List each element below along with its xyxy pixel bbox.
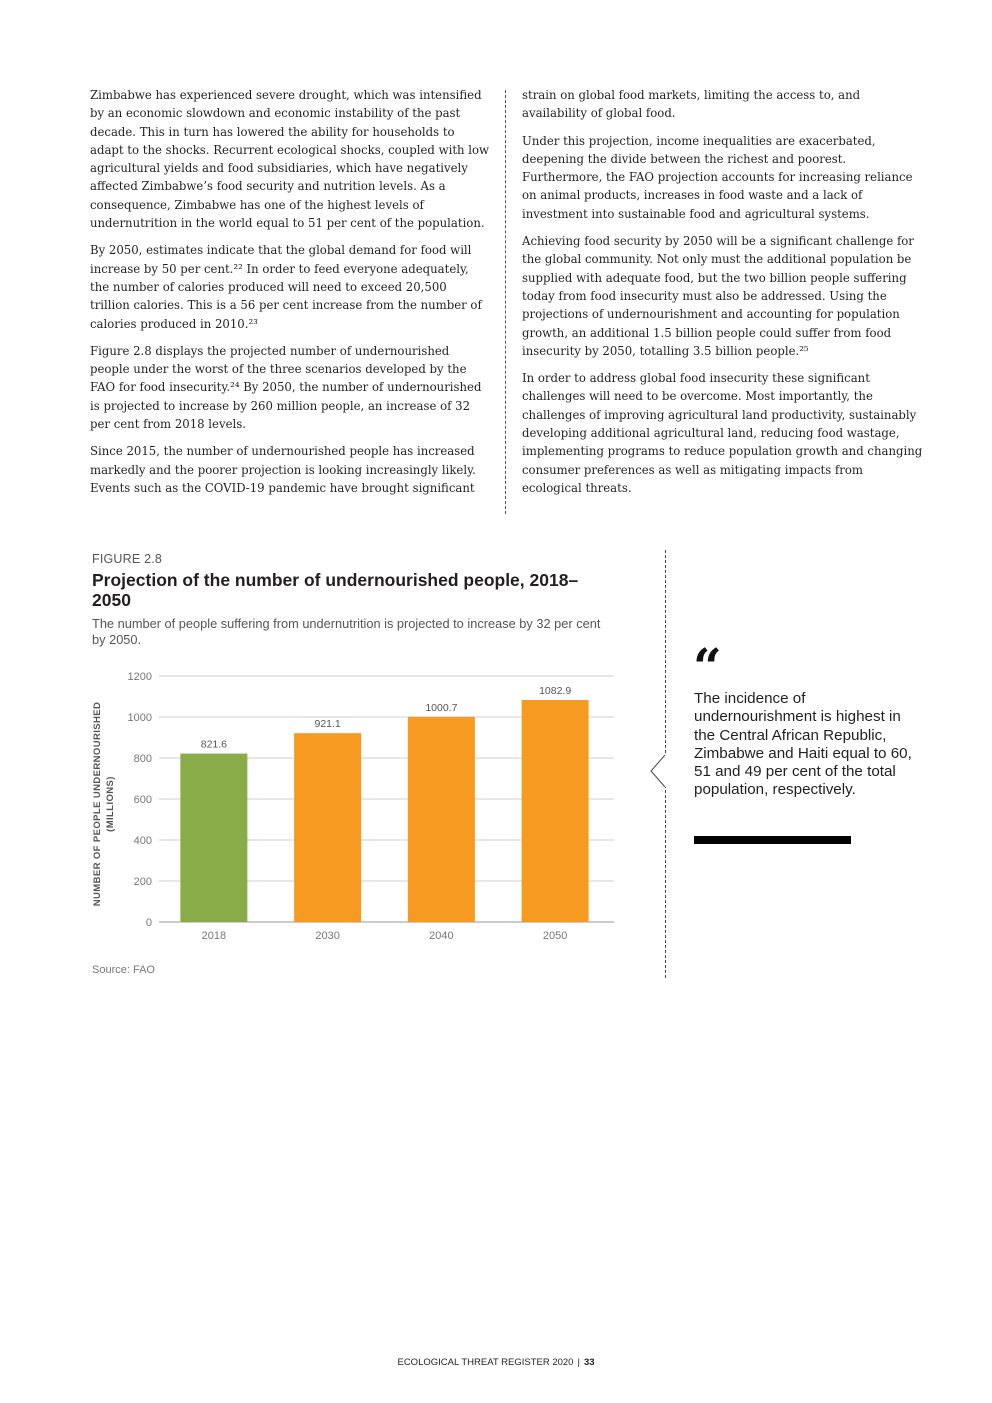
page-footer <box>0 1357 992 1368</box>
page-number: 33 <box>583 1357 595 1368</box>
paragraph: Under this projection, income inequalities are exacerbated, deepening the divide between the richest and poorest. Furthermore, the FAO projection accounts for increasing reliance on animal products, increases in food waste and a lack of investment into sustainable food and agricultural systems. <box>522 133 913 221</box>
bar-chart <box>86 662 626 952</box>
quote-pointer <box>650 755 667 787</box>
data-label: 921.1 <box>314 718 341 731</box>
paragraph: Achieving food security by 2050 will be a significant challenge for the global community. Not only must the additional population be supplied with adequate food, but the two billion people suffering today from food insecurity must also be addressed. Using the projections of undernourishment and accounting for population growth, an additional 1.5 billion people could suffer from food insecurity by 2050, totalling 3.5 billion people.²⁵ <box>522 234 914 358</box>
x-tick-label: 2018 <box>201 930 227 942</box>
data-label: 1082.9 <box>539 685 572 698</box>
figure-label: FIGURE 2.8 <box>92 552 163 566</box>
bar-2018 <box>180 754 247 922</box>
quote-underline-bar <box>694 836 851 844</box>
figure-subtitle: The number of people suffering from undernutrition is projected to increase by 32 per cent by 2050. <box>92 616 601 647</box>
paragraph: In order to address global food insecurity these significant challenges will need to be overcome. Most importantly, the challenges of improving agricultural land productivity, sustainably developing additional agricultural land, reducing food wastage, implementing programs to reduce population growth and changing consumer preferences as well as mitigating impacts from ecological threats. <box>522 371 923 495</box>
y-tick-label: 1200 <box>127 671 152 683</box>
pull-quote: The incidence of undernourishment is highest in the Central African Republic, Zimbabwe and Haiti equal to 60, 51 and 49 per cent of the total population, respectively. <box>694 690 912 799</box>
y-tick-label: 600 <box>133 794 152 806</box>
data-label: 1000.7 <box>425 701 458 714</box>
bar-2030 <box>294 733 361 922</box>
x-tick-label: 2040 <box>429 930 454 942</box>
figure-title: Projection of the number of undernourished people, 2018–2050 <box>92 570 579 610</box>
paragraph: Since 2015, the number of undernourished people has increased markedly and the poorer projection is looking increasingly likely. Events such as the COVID-19 pandemic have brought significant <box>90 444 476 495</box>
figure-source: Source: FAO <box>92 964 155 976</box>
x-tick-label: 2050 <box>542 930 568 942</box>
data-label: 821.6 <box>200 738 228 751</box>
bar-2040 <box>408 717 475 922</box>
paragraph: Figure 2.8 displays the projected number of undernourished people under the worst of the three scenarios developed by the FAO for food insecurity.²⁴ By 2050, the number of undernourished is projected to increase by 260 million people, an increase of 32 per cent from 2018 levels. <box>90 343 482 432</box>
y-tick-label: 400 <box>133 835 152 847</box>
column-divider <box>505 90 506 514</box>
y-tick-label: 1000 <box>127 712 152 724</box>
left-text-column <box>90 86 490 506</box>
y-axis-title: NUMBER OF PEOPLE UNDERNOURISHED <box>92 701 103 907</box>
publication-title: ECOLOGICAL THREAT REGISTER 2020 <box>397 1357 574 1368</box>
paragraph: Zimbabwe has experienced severe drought, which was intensified by an economic slowdown and economic instability of the past decade. This in turn has lowered the ability for households to adapt to the shocks. Recurrent ecological shocks, coupled with low agricultural yields and food subsidiaries, which have negatively affected Zimbabwe’s food security and nutrition levels. As a consequence, Zimbabwe has one of the highest levels of undernutrition in the world equal to 51 per cent of the population. <box>90 88 490 231</box>
y-tick-label: 800 <box>133 753 152 765</box>
y-tick-label: 200 <box>133 876 152 888</box>
y-axis-title: (MILLIONS) <box>105 776 116 832</box>
right-text-column <box>522 86 924 506</box>
bar-2050 <box>522 700 589 922</box>
y-tick-label: 0 <box>145 917 152 929</box>
quote-mark-icon: “ <box>693 637 722 696</box>
paragraph: strain on global food markets, limiting the access to, and availability of global food. <box>522 88 861 121</box>
footer-separator: | <box>577 1357 580 1368</box>
x-tick-label: 2030 <box>315 930 340 942</box>
paragraph: By 2050, estimates indicate that the global demand for food will increase by 50 per cent.²² In order to feed everyone adequately, the number of calories produced will need to exceed 20,500 trillion calories. This is a 56 per cent increase from the number of calories produced in 2010.²³ <box>90 243 482 331</box>
